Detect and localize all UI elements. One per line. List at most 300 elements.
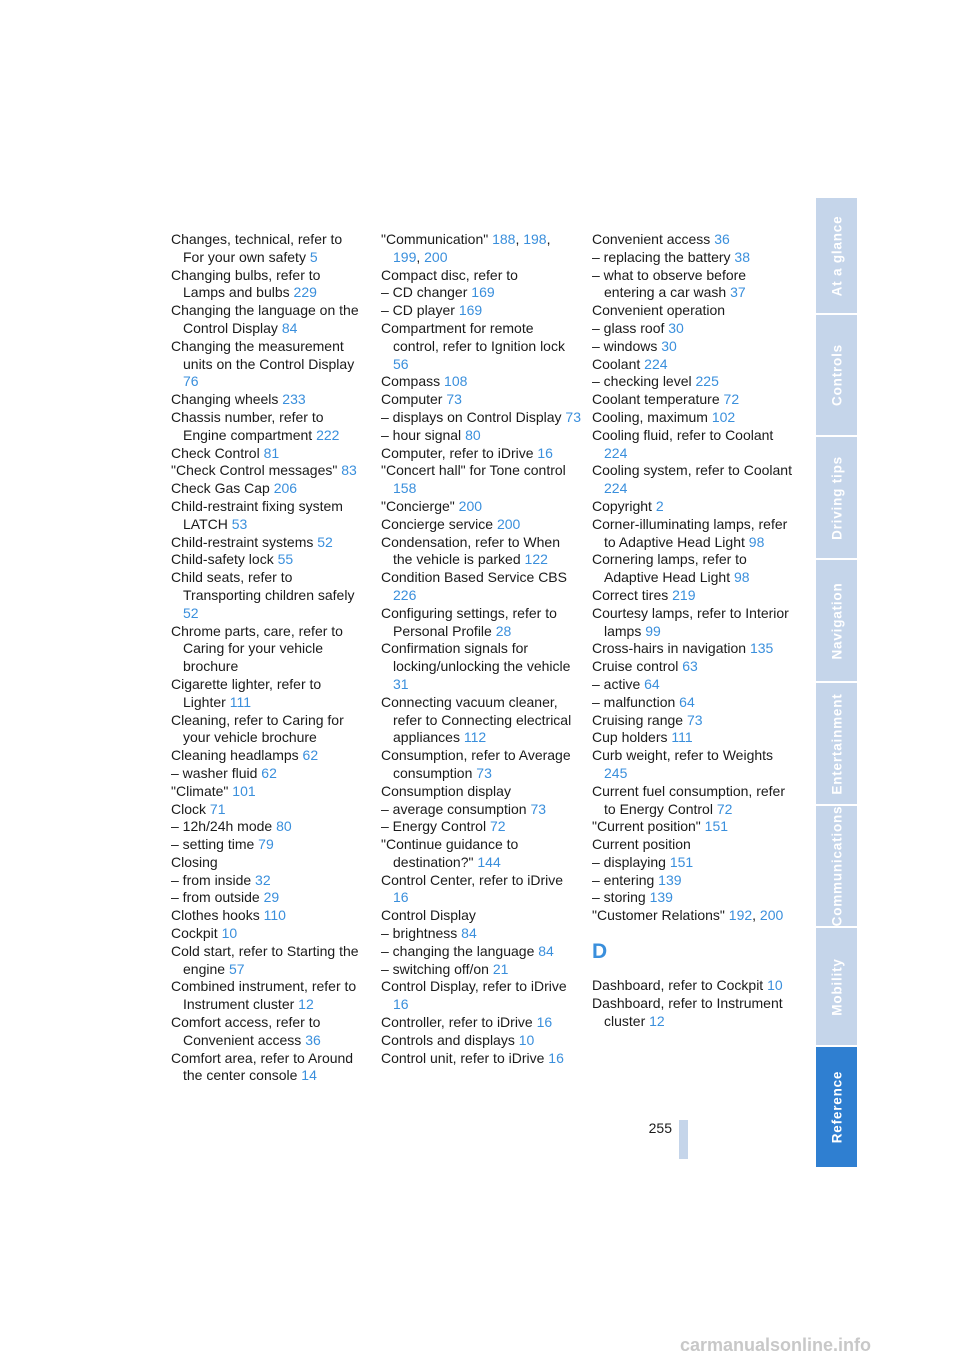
- index-entry: [171, 1050, 366, 1086]
- index-entry: [171, 391, 366, 409]
- page-reference-link[interactable]: 80: [465, 426, 481, 443]
- page-reference-link[interactable]: 73: [565, 408, 581, 425]
- page-reference-link[interactable]: 64: [644, 675, 660, 692]
- page-reference-link[interactable]: 84: [461, 925, 477, 942]
- index-entry-text: Comfort area, refer to Around the center console: [171, 1049, 354, 1084]
- page-reference-link[interactable]: 101: [232, 782, 256, 799]
- page-reference-link[interactable]: 169: [471, 284, 495, 301]
- index-entry-text: – displays on Control Display: [381, 408, 562, 425]
- index-entry: [592, 995, 792, 1031]
- index-entry-text: Courtesy lamps, refer to Interior lamps: [592, 604, 789, 639]
- index-entry: [171, 338, 366, 391]
- index-entry-text: "Communication": [381, 231, 489, 247]
- index-entry-text: Corner-illuminating lamps, refer to Adaptive Head Light: [592, 515, 788, 550]
- index-entry: [592, 977, 792, 995]
- page-reference-link[interactable]: 169: [458, 302, 483, 319]
- index-column-1: [171, 231, 366, 1085]
- index-entry: [171, 445, 366, 463]
- index-entry: [381, 961, 581, 979]
- page-reference-link[interactable]: 224: [604, 480, 628, 497]
- index-entry: [171, 551, 366, 569]
- index-entry-text: Chrome parts, care, refer to Caring for your vehicle brochure: [171, 622, 343, 675]
- page-reference-link[interactable]: 73: [686, 711, 703, 728]
- index-entry-text: Cigarette lighter, refer to Lighter: [171, 675, 322, 710]
- index-entry: [171, 783, 366, 801]
- index-entry-text: – checking level: [592, 373, 692, 390]
- index-entry-text: Child-restraint systems: [171, 533, 314, 550]
- tab-navigation[interactable]: [816, 560, 857, 681]
- page-reference-link[interactable]: 144: [477, 853, 501, 870]
- index-entry: [381, 747, 581, 783]
- index-entry: [592, 818, 792, 836]
- tab-entertainment[interactable]: [816, 683, 857, 804]
- index-entry: [592, 872, 792, 890]
- page-reference-link[interactable]: 57: [228, 960, 245, 977]
- index-entry-text: – average consumption: [381, 800, 527, 817]
- page-reference-link[interactable]: 192: [728, 907, 753, 924]
- page-marker-bar: [679, 1120, 688, 1159]
- index-entry-text: "Concierge": [381, 497, 455, 514]
- page-reference-link[interactable]: 16: [537, 444, 553, 461]
- page-reference-link[interactable]: 10: [767, 977, 783, 994]
- index-entry-text: Consumption, refer to Average consumption: [381, 747, 571, 781]
- tab-label: Entertainment: [829, 692, 844, 795]
- index-entry: [592, 462, 792, 498]
- page-reference-link[interactable]: 16: [393, 889, 409, 906]
- index-entry-text: Computer, refer to iDrive: [381, 444, 534, 461]
- page-reference-link[interactable]: 12: [298, 996, 314, 1013]
- index-entry: [592, 889, 792, 907]
- index-entry: [171, 889, 366, 907]
- page-reference-link[interactable]: 76: [183, 373, 199, 390]
- index-entry-text: Consumption display: [381, 782, 511, 799]
- index-entry-text: "Check Control messages": [171, 462, 338, 479]
- page-reference-link[interactable]: 206: [273, 480, 298, 497]
- page-reference-link[interactable]: 62: [302, 747, 319, 764]
- index-entry-text: – changing the language: [381, 942, 535, 959]
- index-entry-text: Clock: [171, 800, 207, 817]
- index-entry: [381, 267, 581, 285]
- page-reference-link[interactable]: 200: [424, 248, 448, 265]
- index-entry: [381, 391, 581, 409]
- index-entry-text: Cleaning, refer to Caring for your vehicle brochure: [171, 711, 344, 746]
- index-entry: [592, 391, 792, 409]
- index-entry-text: – switching off/on: [381, 960, 489, 977]
- index-entry: [381, 445, 581, 463]
- index-entry-text: Clothes hooks: [171, 907, 260, 924]
- index-entry-text: Control Display: [381, 907, 476, 924]
- index-entry: [381, 1014, 581, 1032]
- index-entry: [171, 925, 366, 943]
- page-reference-link[interactable]: 30: [661, 337, 677, 354]
- index-entry: [381, 1050, 581, 1068]
- page-reference-link[interactable]: 64: [679, 693, 695, 710]
- page-reference-link[interactable]: 79: [258, 836, 274, 853]
- index-entry-text: – washer fluid: [171, 764, 258, 781]
- index-entry: [592, 783, 792, 819]
- index-entry-text: Child-safety lock: [171, 551, 274, 568]
- tab-label: Communications: [829, 805, 844, 927]
- index-entry: [592, 373, 792, 391]
- page-reference-link[interactable]: 225: [695, 373, 719, 390]
- page-reference-link[interactable]: 36: [305, 1031, 321, 1048]
- index-entry-text: Cooling, maximum: [592, 408, 708, 425]
- section-letter-heading: D: [592, 940, 608, 964]
- index-entry: [381, 409, 581, 427]
- index-entry: [381, 284, 581, 302]
- page-reference-link[interactable]: 226: [393, 586, 417, 603]
- index-entry-text: Condition Based Service CBS: [381, 569, 567, 586]
- index-entry: [592, 694, 792, 712]
- index-entry-text: Chassis number, refer to Engine compartment: [171, 408, 324, 443]
- page-reference-link[interactable]: 38: [734, 248, 750, 265]
- index-entry-text: – replacing the battery: [592, 248, 731, 265]
- index-entry: [381, 373, 581, 391]
- index-entry-text: Cold start, refer to Starting the engine: [171, 942, 359, 977]
- index-entry-text: Control Display, refer to iDrive: [381, 978, 567, 995]
- index-entry: [171, 712, 366, 748]
- page-reference-link[interactable]: 199: [393, 248, 417, 265]
- index-entry-text: Correct tires: [592, 586, 669, 603]
- index-entry-text: Control unit, refer to iDrive: [381, 1049, 545, 1066]
- index-entry-text: Compartment for remote control, refer to Ignition lock: [381, 319, 565, 354]
- index-entry-text: Concierge service: [381, 515, 494, 532]
- index-entry: [171, 765, 366, 783]
- page-reference-link[interactable]: 37: [730, 284, 746, 301]
- page-reference-link[interactable]: 98: [733, 569, 750, 586]
- index-entry: [171, 498, 366, 534]
- index-entry-text: – entering: [592, 871, 655, 888]
- index-entry-text: "Customer Relations": [592, 907, 725, 924]
- tab-mobility[interactable]: [816, 928, 857, 1045]
- page-reference-link[interactable]: 222: [316, 426, 340, 443]
- page-reference-link[interactable]: 81: [263, 444, 280, 461]
- page-reference-link[interactable]: 102: [711, 408, 736, 425]
- index-entry-text: Coolant temperature: [592, 391, 720, 408]
- page-reference-link[interactable]: 52: [317, 533, 333, 550]
- page-reference-link[interactable]: 32: [255, 871, 271, 888]
- index-entry-text: Changing bulbs, refer to Lamps and bulbs: [171, 266, 321, 301]
- index-entry-text: Compact disc, refer to: [381, 266, 518, 283]
- index-entry: [171, 409, 366, 445]
- index-entry: [592, 712, 792, 730]
- index-entry: [592, 498, 792, 516]
- index-entry: [381, 907, 581, 925]
- page-reference-link[interactable]: 111: [229, 693, 251, 710]
- index-column-2: [381, 231, 581, 1067]
- index-entry-text: Dashboard, refer to Cockpit: [592, 977, 764, 994]
- index-entry: [381, 320, 581, 373]
- page-reference-link[interactable]: 14: [301, 1067, 317, 1084]
- page-reference-link[interactable]: 158: [393, 480, 417, 497]
- index-entry-text: Current position: [592, 836, 691, 853]
- page-reference-link[interactable]: 62: [261, 764, 277, 781]
- index-entry-text: Controls and displays: [381, 1031, 515, 1048]
- page-reference-link[interactable]: 139: [658, 871, 682, 888]
- index-entry-text: Comfort access, refer to Convenient access: [171, 1014, 321, 1048]
- index-entry: "Communication" 188, 198, 199, 200: [381, 231, 551, 265]
- page-reference-link[interactable]: 63: [682, 658, 698, 675]
- index-entry-text: – displaying: [592, 853, 666, 870]
- page-reference-link[interactable]: 16: [548, 1049, 564, 1066]
- page-reference-link[interactable]: 72: [489, 818, 506, 835]
- index-column-3: [592, 231, 792, 1030]
- page-reference-link[interactable]: 30: [668, 319, 684, 336]
- index-entry: [592, 427, 792, 463]
- index-entry: [381, 978, 581, 1014]
- index-entry: [592, 587, 792, 605]
- index-entry: [171, 267, 366, 303]
- index-entry-text: Changing the measurement units on the Control Display: [171, 337, 355, 372]
- index-entry: [381, 1032, 581, 1050]
- index-entry: [381, 516, 581, 534]
- index-entry: [381, 943, 581, 961]
- index-entry: [171, 872, 366, 890]
- index-entry: [592, 409, 792, 427]
- page-reference-link[interactable]: 10: [221, 925, 238, 942]
- index-entry-text: – active: [592, 675, 641, 692]
- index-entry: [171, 854, 366, 872]
- index-entry: [381, 302, 581, 320]
- index-entry: [171, 569, 366, 622]
- tab-communications[interactable]: [816, 806, 857, 926]
- index-entry: [381, 925, 581, 943]
- index-entry-text: – malfunction: [592, 693, 676, 710]
- index-entry-text: Check Control: [171, 444, 260, 461]
- page-reference-link[interactable]: 99: [645, 622, 661, 639]
- index-entry-text: Compass: [381, 373, 441, 390]
- index-entry-text: "Continue guidance to destination?": [381, 836, 519, 870]
- index-entry: [592, 338, 792, 356]
- index-entry: [171, 534, 366, 552]
- index-entry-text: Condensation, refer to When the vehicle is parked: [381, 533, 560, 568]
- page-reference-link[interactable]: 110: [263, 907, 286, 924]
- index-entry-text: Cross-hairs in navigation: [592, 640, 747, 657]
- tab-at-a-glance[interactable]: [816, 198, 857, 313]
- index-entry-text: Cleaning headlamps: [171, 747, 299, 764]
- page-reference-link[interactable]: 229: [293, 284, 317, 301]
- index-entry: [381, 872, 581, 908]
- index-entry: [592, 658, 792, 676]
- index-entry-text: Cooling system, refer to Coolant: [592, 462, 792, 479]
- index-entry-text: – what to observe before entering a car wash: [592, 266, 747, 301]
- page-reference-link[interactable]: 21: [492, 960, 509, 977]
- index-entry: [171, 943, 366, 979]
- page-reference-link[interactable]: 52: [183, 604, 199, 621]
- index-entry: [381, 498, 581, 516]
- page-reference-link[interactable]: 219: [672, 586, 696, 603]
- index-entry: [381, 640, 581, 693]
- page-reference-link[interactable]: 71: [209, 800, 226, 817]
- index-entry: [171, 907, 366, 925]
- index-entry-text: Changing the language on the Control Display: [171, 302, 359, 336]
- page-reference-link[interactable]: 200: [759, 907, 784, 924]
- page-reference-link[interactable]: 80: [276, 818, 292, 835]
- index-entry: [171, 623, 366, 676]
- page-reference-link[interactable]: 16: [393, 996, 409, 1013]
- index-entry: [171, 801, 366, 819]
- page-reference-link[interactable]: 233: [282, 391, 306, 408]
- index-entry-text: "Current position": [592, 818, 701, 835]
- page-reference-link[interactable]: 151: [669, 853, 694, 870]
- index-entry: [171, 747, 366, 765]
- page-reference-link[interactable]: 84: [538, 942, 554, 959]
- index-entry-text: Closing: [171, 853, 218, 870]
- page-reference-link[interactable]: 198: [523, 231, 547, 247]
- index-entry: [592, 729, 792, 747]
- page-reference-link[interactable]: 5: [309, 248, 318, 265]
- index-entry: [592, 249, 792, 267]
- index-entry: [592, 676, 792, 694]
- index-entry: [592, 605, 792, 641]
- index-entry: [592, 302, 792, 320]
- index-entry-text: Controller, refer to iDrive: [381, 1014, 533, 1031]
- page-reference-link[interactable]: 16: [536, 1014, 553, 1031]
- page-reference-link[interactable]: 224: [604, 444, 628, 461]
- page-reference-link[interactable]: 73: [530, 800, 547, 817]
- index-entry-text: – from inside: [171, 871, 252, 888]
- index-entry: [592, 551, 792, 587]
- index-entry-text: Cup holders: [592, 729, 668, 746]
- page-reference-link[interactable]: 200: [496, 515, 521, 532]
- page-reference-link[interactable]: 28: [495, 622, 512, 639]
- page-reference-link[interactable]: 83: [341, 462, 357, 479]
- index-entry: [592, 267, 792, 303]
- index-entry-text: Convenient operation: [592, 302, 726, 319]
- page-reference-link[interactable]: 2: [655, 497, 664, 514]
- tab-label: Navigation: [829, 581, 844, 660]
- index-entry-text: – windows: [592, 337, 658, 354]
- index-entry-text: Computer: [381, 391, 443, 408]
- page-reference-link[interactable]: 139: [649, 889, 673, 906]
- page-reference-link[interactable]: 112: [463, 729, 487, 746]
- index-entry: [171, 818, 366, 836]
- tab-reference[interactable]: [816, 1047, 857, 1167]
- index-entry: [592, 747, 792, 783]
- index-entry: [592, 836, 792, 854]
- index-entry-text: "Concert hall" for Tone control: [381, 462, 566, 479]
- index-entry: [381, 534, 581, 570]
- index-entry: [171, 231, 366, 267]
- index-entry: [592, 516, 792, 552]
- page-reference-link[interactable]: 12: [649, 1012, 665, 1029]
- page-reference-link[interactable]: 245: [604, 764, 628, 781]
- page-reference-link[interactable]: 31: [393, 675, 409, 692]
- tab-label: Mobility: [829, 957, 844, 1016]
- index-entry-text: – storing: [592, 889, 646, 906]
- page-reference-link[interactable]: 72: [723, 391, 740, 408]
- index-entry-text: Current fuel consumption, refer to Energy Control: [592, 782, 785, 817]
- index-entry: [381, 801, 581, 819]
- page-number: 255: [648, 1120, 672, 1136]
- page-reference-link[interactable]: 111: [671, 729, 693, 746]
- index-entry: [381, 427, 581, 445]
- index-entry-text: – glass roof: [592, 319, 665, 336]
- index-entry: [592, 356, 792, 374]
- page-reference-link[interactable]: 224: [644, 355, 668, 372]
- page-reference-link[interactable]: 200: [458, 497, 483, 514]
- page-reference-link[interactable]: 36: [714, 231, 730, 247]
- index-entry-text: Curb weight, refer to Weights: [592, 747, 774, 764]
- index-entry: [592, 640, 792, 658]
- index-entry-text: – brightness: [381, 925, 458, 942]
- index-entry: [592, 320, 792, 338]
- index-entry-text: – Energy Control: [381, 818, 487, 835]
- index-entry-text: Configuring settings, refer to Personal Profile: [381, 604, 557, 639]
- index-entry: [381, 783, 581, 801]
- page-reference-link[interactable]: 56: [393, 355, 409, 372]
- tab-controls[interactable]: [816, 315, 857, 435]
- index-entry-text: – CD player: [381, 302, 455, 319]
- index-entry-text: Connecting vacuum cleaner, refer to Connecting electrical appliances: [381, 693, 572, 746]
- index-entry-text: Dashboard, refer to Instrument cluster: [592, 994, 783, 1029]
- index-entry: [171, 462, 366, 480]
- index-entry-text: – CD changer: [381, 284, 468, 301]
- page-reference-link[interactable]: 84: [281, 319, 298, 336]
- index-entry-text: – 12h/24h mode: [171, 818, 273, 835]
- index-entry: [171, 676, 366, 712]
- index-entry-text: Cooling fluid, refer to Coolant: [592, 426, 774, 443]
- index-entry-text: – from outside: [171, 889, 260, 906]
- index-entry: [592, 231, 792, 249]
- index-entry: [592, 854, 792, 872]
- index-entry-text: Changes, technical, refer to For your own safety: [171, 231, 343, 265]
- tab-driving-tips[interactable]: [816, 437, 857, 558]
- index-entry: [381, 462, 581, 498]
- index-entry-text: Child-restraint fixing system LATCH: [171, 497, 343, 532]
- page-reference-link[interactable]: 53: [231, 515, 248, 532]
- page-reference-link[interactable]: 151: [704, 818, 729, 835]
- page-reference-link[interactable]: 98: [748, 533, 765, 550]
- index-entry: [381, 605, 581, 641]
- index-entry-text: – setting time: [171, 836, 255, 853]
- index-entry: "Customer Relations" 192, 200: [592, 907, 784, 924]
- tab-label: Reference: [829, 1070, 844, 1144]
- page-reference-link[interactable]: 72: [716, 800, 733, 817]
- index-entry: [171, 480, 366, 498]
- page-reference-link[interactable]: 29: [263, 889, 280, 906]
- page-reference-link[interactable]: 73: [476, 764, 492, 781]
- index-entry: [171, 978, 366, 1014]
- index-entry-text: Cornering lamps, refer to Adaptive Head Light: [592, 551, 747, 586]
- index-entry-text: Cruise control: [592, 658, 679, 675]
- index-entry-text: Combined instrument, refer to Instrument cluster: [171, 978, 357, 1013]
- tab-label: At a glance: [829, 215, 844, 296]
- index-entry-text: Convenient access: [592, 231, 711, 247]
- index-entry-text: "Climate": [171, 782, 229, 799]
- page-reference-link[interactable]: 108: [444, 373, 468, 390]
- index-entry-text: Check Gas Cap: [171, 480, 270, 497]
- index-entry: [381, 836, 581, 872]
- page-reference-link[interactable]: 55: [277, 551, 294, 568]
- page-reference-link[interactable]: 188: [492, 231, 516, 247]
- page-reference-link[interactable]: 135: [749, 640, 774, 657]
- page-reference-link[interactable]: 122: [524, 551, 548, 568]
- index-entry-text: Changing wheels: [171, 391, 279, 408]
- index-entry: [171, 1014, 366, 1050]
- index-entry: [381, 818, 581, 836]
- page-reference-link[interactable]: 73: [446, 391, 462, 408]
- page-reference-link[interactable]: 10: [518, 1031, 535, 1048]
- index-entry-text: – hour signal: [381, 426, 462, 443]
- section-tabs: [816, 198, 857, 1169]
- index-entry-text: Cruising range: [592, 711, 684, 728]
- index-entry: [381, 569, 581, 605]
- index-entry: [381, 694, 581, 747]
- tab-label: Driving tips: [829, 455, 844, 540]
- index-entry-text: Control Center, refer to iDrive: [381, 871, 564, 888]
- index-entry-text: Copyright: [592, 497, 652, 514]
